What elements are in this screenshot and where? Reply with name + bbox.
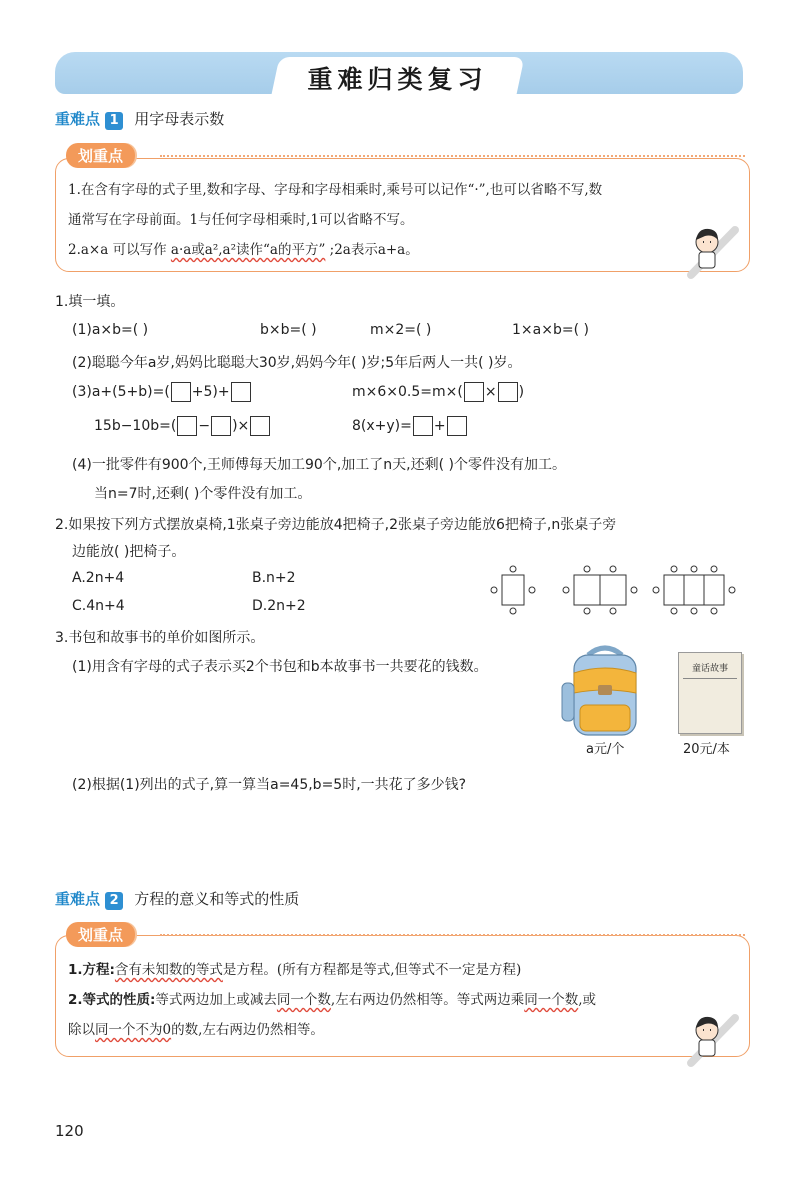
kp1-heading <box>55 108 224 130</box>
kp2-line2 <box>68 985 738 1015</box>
q2-option-a[interactable]: A.2n+4 <box>72 570 125 586</box>
kp2-line1 <box>68 955 738 985</box>
q1-r3a-text2: +5)+ <box>191 384 230 400</box>
q2-line1: 2.如果按下列方式摆放桌椅,1张桌子旁边能放4把椅子,2张桌子旁边能放6把椅子,n张桌子旁 <box>55 517 617 533</box>
kp2-number: 2 <box>105 892 123 910</box>
book-price-label: 20元/本 <box>683 742 730 757</box>
q1-heading: 1.填一填。 <box>55 294 125 310</box>
kp2-l3-w1: 同一个不为0 <box>95 1022 172 1038</box>
answer-box[interactable] <box>413 416 433 436</box>
q1-row1-d: 1×a×b=( ) <box>512 322 589 338</box>
kp2-heading <box>55 888 299 910</box>
answer-box[interactable] <box>464 382 484 402</box>
kp2-l1-rest: 是方程。(所有方程都是等式,但等式不一定是方程) <box>222 962 522 978</box>
kp2-l1-wavy: 含有未知数的等式 <box>114 962 223 978</box>
q1-row3-a <box>72 382 252 402</box>
mascot-boy-icon <box>683 1008 743 1068</box>
q1-r3a-text1: (3)a+(5+b)=( <box>72 384 170 400</box>
q1-row1-b: b×b=( ) <box>260 322 317 338</box>
storybook-title: 童话故事 <box>683 661 737 679</box>
tables-chairs-figure <box>488 565 738 615</box>
page-number: 120 <box>55 1122 84 1140</box>
q1-row6: 当n=7时,还剩( )个零件没有加工。 <box>94 486 312 502</box>
q1-r4a-text3: )× <box>232 418 250 434</box>
kp1-title: 用字母表示数 <box>134 110 225 128</box>
kp1-p1b: 通常写在字母前面。1与任何字母相乘时,1可以省略不写。 <box>68 212 414 228</box>
answer-box[interactable] <box>498 382 518 402</box>
q1-row5: (4)一批零件有900个,王师傅每天加工90个,加工了n天,还剩( )个零件没有加工。 <box>72 457 566 473</box>
answer-box[interactable] <box>447 416 467 436</box>
kp1-number: 1 <box>105 112 123 130</box>
kp2-label: 重难点 <box>55 890 101 908</box>
kp2-l1-bold: 1.方程: <box>68 962 115 978</box>
kp1-tag: 划重点 <box>66 143 135 168</box>
q1-row2: (2)聪聪今年a岁,妈妈比聪聪大30岁,妈妈今年( )岁;5年后两人一共( )岁。 <box>72 355 522 371</box>
backpack-icon <box>558 643 653 738</box>
kp1-label: 重难点 <box>55 110 101 128</box>
mascot-boy-icon <box>683 220 743 280</box>
q3-part2: (2)根据(1)列出的式子,算一算当a=45,b=5时,一共花了多少钱? <box>72 777 467 793</box>
q3-heading: 3.书包和故事书的单价如图所示。 <box>55 630 265 646</box>
kp1-p2 <box>68 235 738 265</box>
kp1-p2b: a·a或a²,a²读作“a的平方” <box>170 242 326 258</box>
q1-row3-b <box>352 382 524 402</box>
q1-row1-a: (1)a×b=( ) <box>72 322 149 338</box>
answer-box[interactable] <box>177 416 197 436</box>
kp1-p1a: 1.在含有字母的式子里,数和字母、字母和字母相乘时,乘号可以记作“·”,也可以省略不写,数 <box>68 182 603 198</box>
page-title: 重难归类复习 <box>307 65 488 94</box>
kp2-l2-t2: ,左右两边仍然相等。等式两边乘 <box>330 992 525 1008</box>
kp2-l2-w1: 同一个数 <box>276 992 331 1008</box>
kp2-text <box>68 955 738 1045</box>
q1-row1-c: m×2=( ) <box>370 322 432 338</box>
q1-r4a-text1: 15b−10b=( <box>94 418 177 434</box>
kp2-l2-bold: 2.等式的性质: <box>68 992 156 1008</box>
q2-option-d[interactable]: D.2n+2 <box>252 598 306 614</box>
q3-part1: (1)用含有字母的式子表示买2个书包和b本故事书一共要花的钱数。 <box>72 659 488 675</box>
q1-r3b-text1: m×6×0.5=m×( <box>352 384 463 400</box>
q2-option-b[interactable]: B.n+2 <box>252 570 296 586</box>
q1-r3b-text3: ) <box>518 384 525 400</box>
kp2-l3-t2: 的数,左右两边仍然相等。 <box>171 1022 324 1038</box>
bag-price-label: a元/个 <box>586 742 625 757</box>
answer-box[interactable] <box>250 416 270 436</box>
q2-line2: 边能放( )把椅子。 <box>72 544 186 560</box>
kp2-line3 <box>68 1015 738 1045</box>
kp2-l2-t1: 等式两边加上或减去 <box>155 992 277 1008</box>
kp2-tag: 划重点 <box>66 922 135 947</box>
q1-r3b-text2: × <box>484 384 497 400</box>
answer-box[interactable] <box>171 382 191 402</box>
kp1-p2a: 2.a×a 可以写作 <box>68 242 167 258</box>
kp1-p2c: ;2a表示a+a。 <box>329 242 419 258</box>
q1-r4a-text2: − <box>198 418 211 434</box>
q1-row4-b <box>352 416 468 436</box>
kp1-tag-line <box>160 155 745 157</box>
kp2-l2-t3: ,或 <box>578 992 597 1008</box>
kp1-text <box>68 175 738 265</box>
answer-box[interactable] <box>211 416 231 436</box>
answer-box[interactable] <box>231 382 251 402</box>
kp2-l2-w2: 同一个数 <box>524 992 579 1008</box>
q1-r4b-text1: 8(x+y)= <box>352 418 412 434</box>
kp2-title: 方程的意义和等式的性质 <box>134 890 300 908</box>
q1-r4b-text2: + <box>433 418 446 434</box>
kp2-tag-line <box>160 934 745 936</box>
q1-row4-a <box>94 416 271 436</box>
kp2-l3-t1: 除以 <box>68 1022 95 1038</box>
q2-option-c[interactable]: C.4n+4 <box>72 598 125 614</box>
storybook-cover <box>678 652 742 734</box>
